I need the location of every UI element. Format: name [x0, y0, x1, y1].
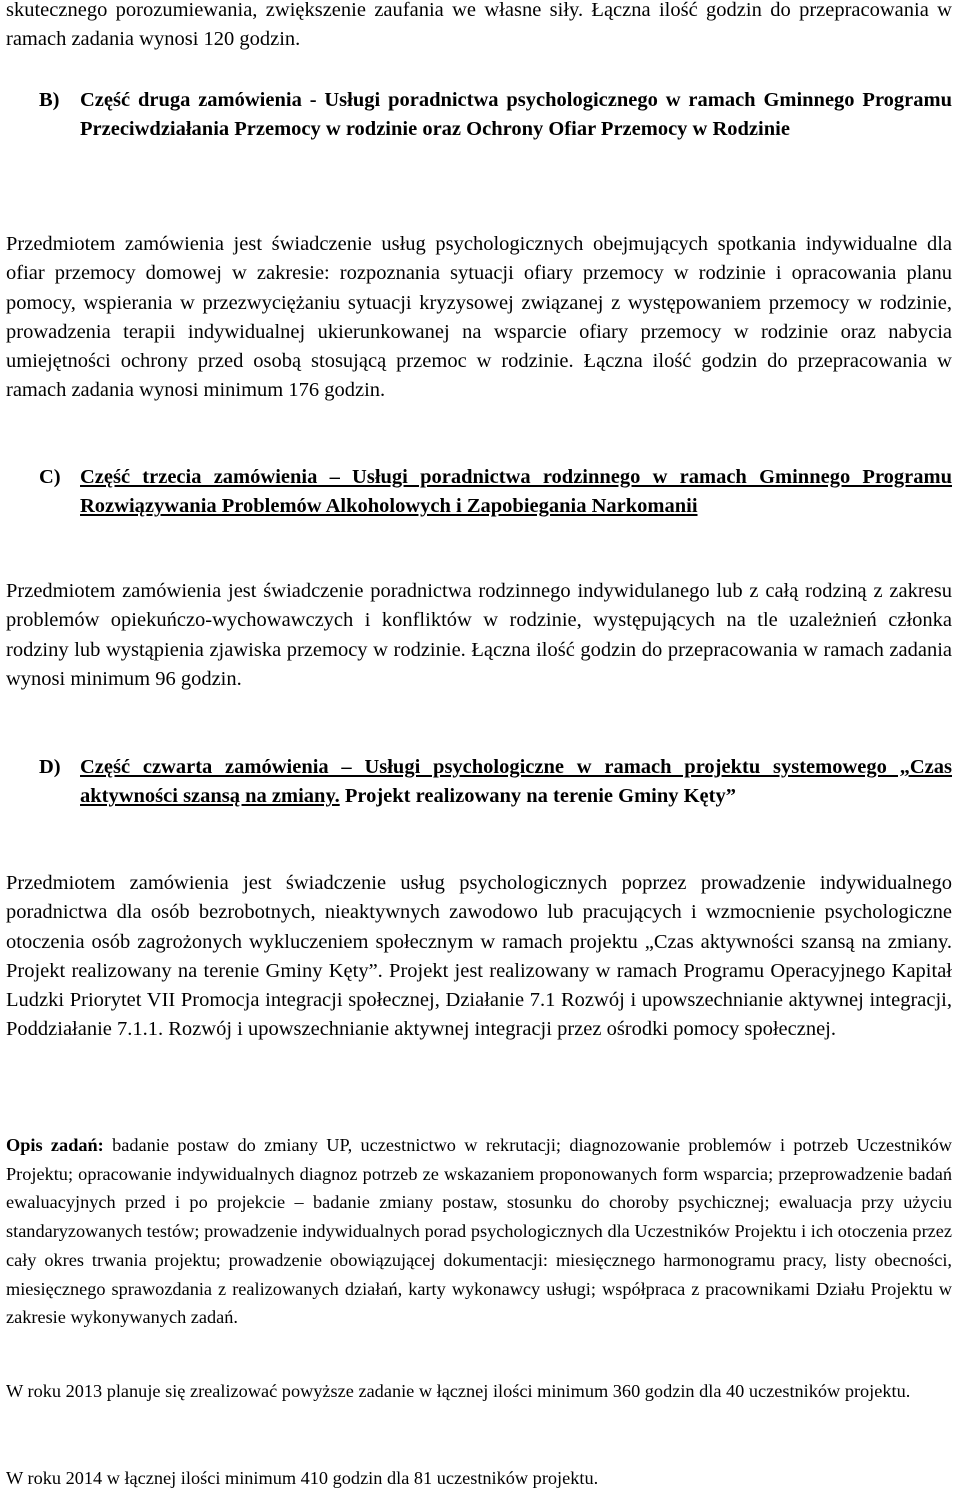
- tasks-label: Opis zadań:: [6, 1135, 104, 1155]
- section-d-body: Przedmiotem zamówienia jest świadczenie usług psychologicznych poprzez prowadzenie indywidualnego poradnictwa dla osób bezrobotnych, nieaktywnych zawodowo lub pracujących i wzmocnienie psychologiczne otoczenia osób zagrożonych wykluczeniem społecznym w ramach projektu „Czas aktywności szansą na zmiany. Projekt realizowany na terenie Gminy Kęty”. Projekt jest realizowany w ramach Programu Operacyjnego Kapitał Ludzki Priorytet VII Promocja integracji społecznej, Działanie 7.1 Rozwój i upowszechnianie aktywnej integracji, Poddziałanie 7.1.1. Rozwój i upowszechnianie aktywnej integracji przez ośrodki pomocy społecznej.: [6, 872, 952, 1041]
- section-d-tasks: [6, 1131, 952, 1332]
- tasks-text: badanie postaw do zmiany UP, uczestnictwo w rekrutacji; diagnozowanie problemów i potrzeb Uczestników Projektu; opracowanie indywidualnych diagnoz potrzeb ze wskazaniem proponowanych form wsparcia; przeprowadzenie badań ewaluacyjnych przed i po projekcie – badanie zmiany postaw, stosunku do choroby psychicznej; ewaluacja przy użyciu standaryzowanych testów; prowadzenie indywidualnych porad psychologicznych dla Uczestników Projektu i ich otoczenia przez cały okres trwania projektu; prowadzenie obowiązującej dokumentacji: miesięcznego harmonogramu pracy, listy obecności, miesięcznego sprawozdania z realizowanych działań, karty wykonawcy usługi; współpraca z pracownikami Działu Projektu w zakresie wykonywanych zadań.: [6, 1135, 952, 1328]
- section-b-title: Część druga zamówienia - Usługi poradnictwa psychologicznego w ramach Gminnego Programu Przeciwdziałania Przemocy w rodzinie oraz Ochrony Ofiar Przemocy w Rodzinie: [80, 89, 952, 141]
- section-d-title-rest: Projekt realizowany na terenie Gminy Kęty”: [339, 785, 736, 808]
- plan-2013: W roku 2013 planuje się zrealizować powyższe zadanie w łącznej ilości minimum 360 godzin dla 40 uczestników projektu.: [6, 1381, 911, 1401]
- section-c-heading: [6, 463, 952, 522]
- section-c-label: C): [39, 466, 61, 488]
- section-d-title-underlined: Część czwarta zamówienia – Usługi psychologiczne w ramach projektu systemowego „Czas aktywności szansą na zmiany.: [80, 756, 952, 808]
- intro-paragraph: skutecznego porozumiewania, zwiększenie zaufania we własne siły. Łączna ilość godzin do przepracowania w ramach zadania wynosi 120 godzin.: [6, 0, 952, 51]
- section-b-heading: [6, 86, 952, 145]
- section-c-body: Przedmiotem zamówienia jest świadczenie poradnictwa rodzinnego indywidulanego lub z całą rodziną z zakresu problemów opiekuńczo-wychowawczych i konfliktów w rodzinie, występujących na tle uzależnień członka rodziny lub wystąpienia zjawiska przemocy w rodzinie. Łączna ilość godzin do przepracowania w ramach zadania wynosi minimum 96 godzin.: [6, 580, 952, 690]
- section-b-label: B): [39, 89, 60, 111]
- plan-2014: W roku 2014 w łącznej ilości minimum 410 godzin dla 81 uczestników projektu.: [6, 1468, 599, 1488]
- section-d-heading: [6, 753, 952, 812]
- section-b-body: Przedmiotem zamówienia jest świadczenie usług psychologicznych obejmujących spotkania indywidualne dla ofiar przemocy domowej w zakresie: rozpoznania sytuacji ofiary przemocy w rodzinie i opracowania planu pomocy, wspierania w przezwyciężaniu sytuacji kryzysowej związanej z występowaniem przemocy w rodzinie, prowadzenia terapii indywidualnej ukierunkowanej na wsparcie ofiary przemocy w rodzinie oraz nabycia umiejętności ochrony przed osobą stosującą przemoc w rodzinie. Łączna ilość godzin do przepracowania w ramach zadania wynosi minimum 176 godzin.: [6, 233, 952, 402]
- section-d-title: [80, 753, 952, 812]
- section-c-title: Część trzecia zamówienia – Usługi poradnictwa rodzinnego w ramach Gminnego Programu Rozwiązywania Problemów Alkoholowych i Zapobiegania Narkomanii: [80, 466, 952, 518]
- section-d-label: D): [39, 756, 61, 778]
